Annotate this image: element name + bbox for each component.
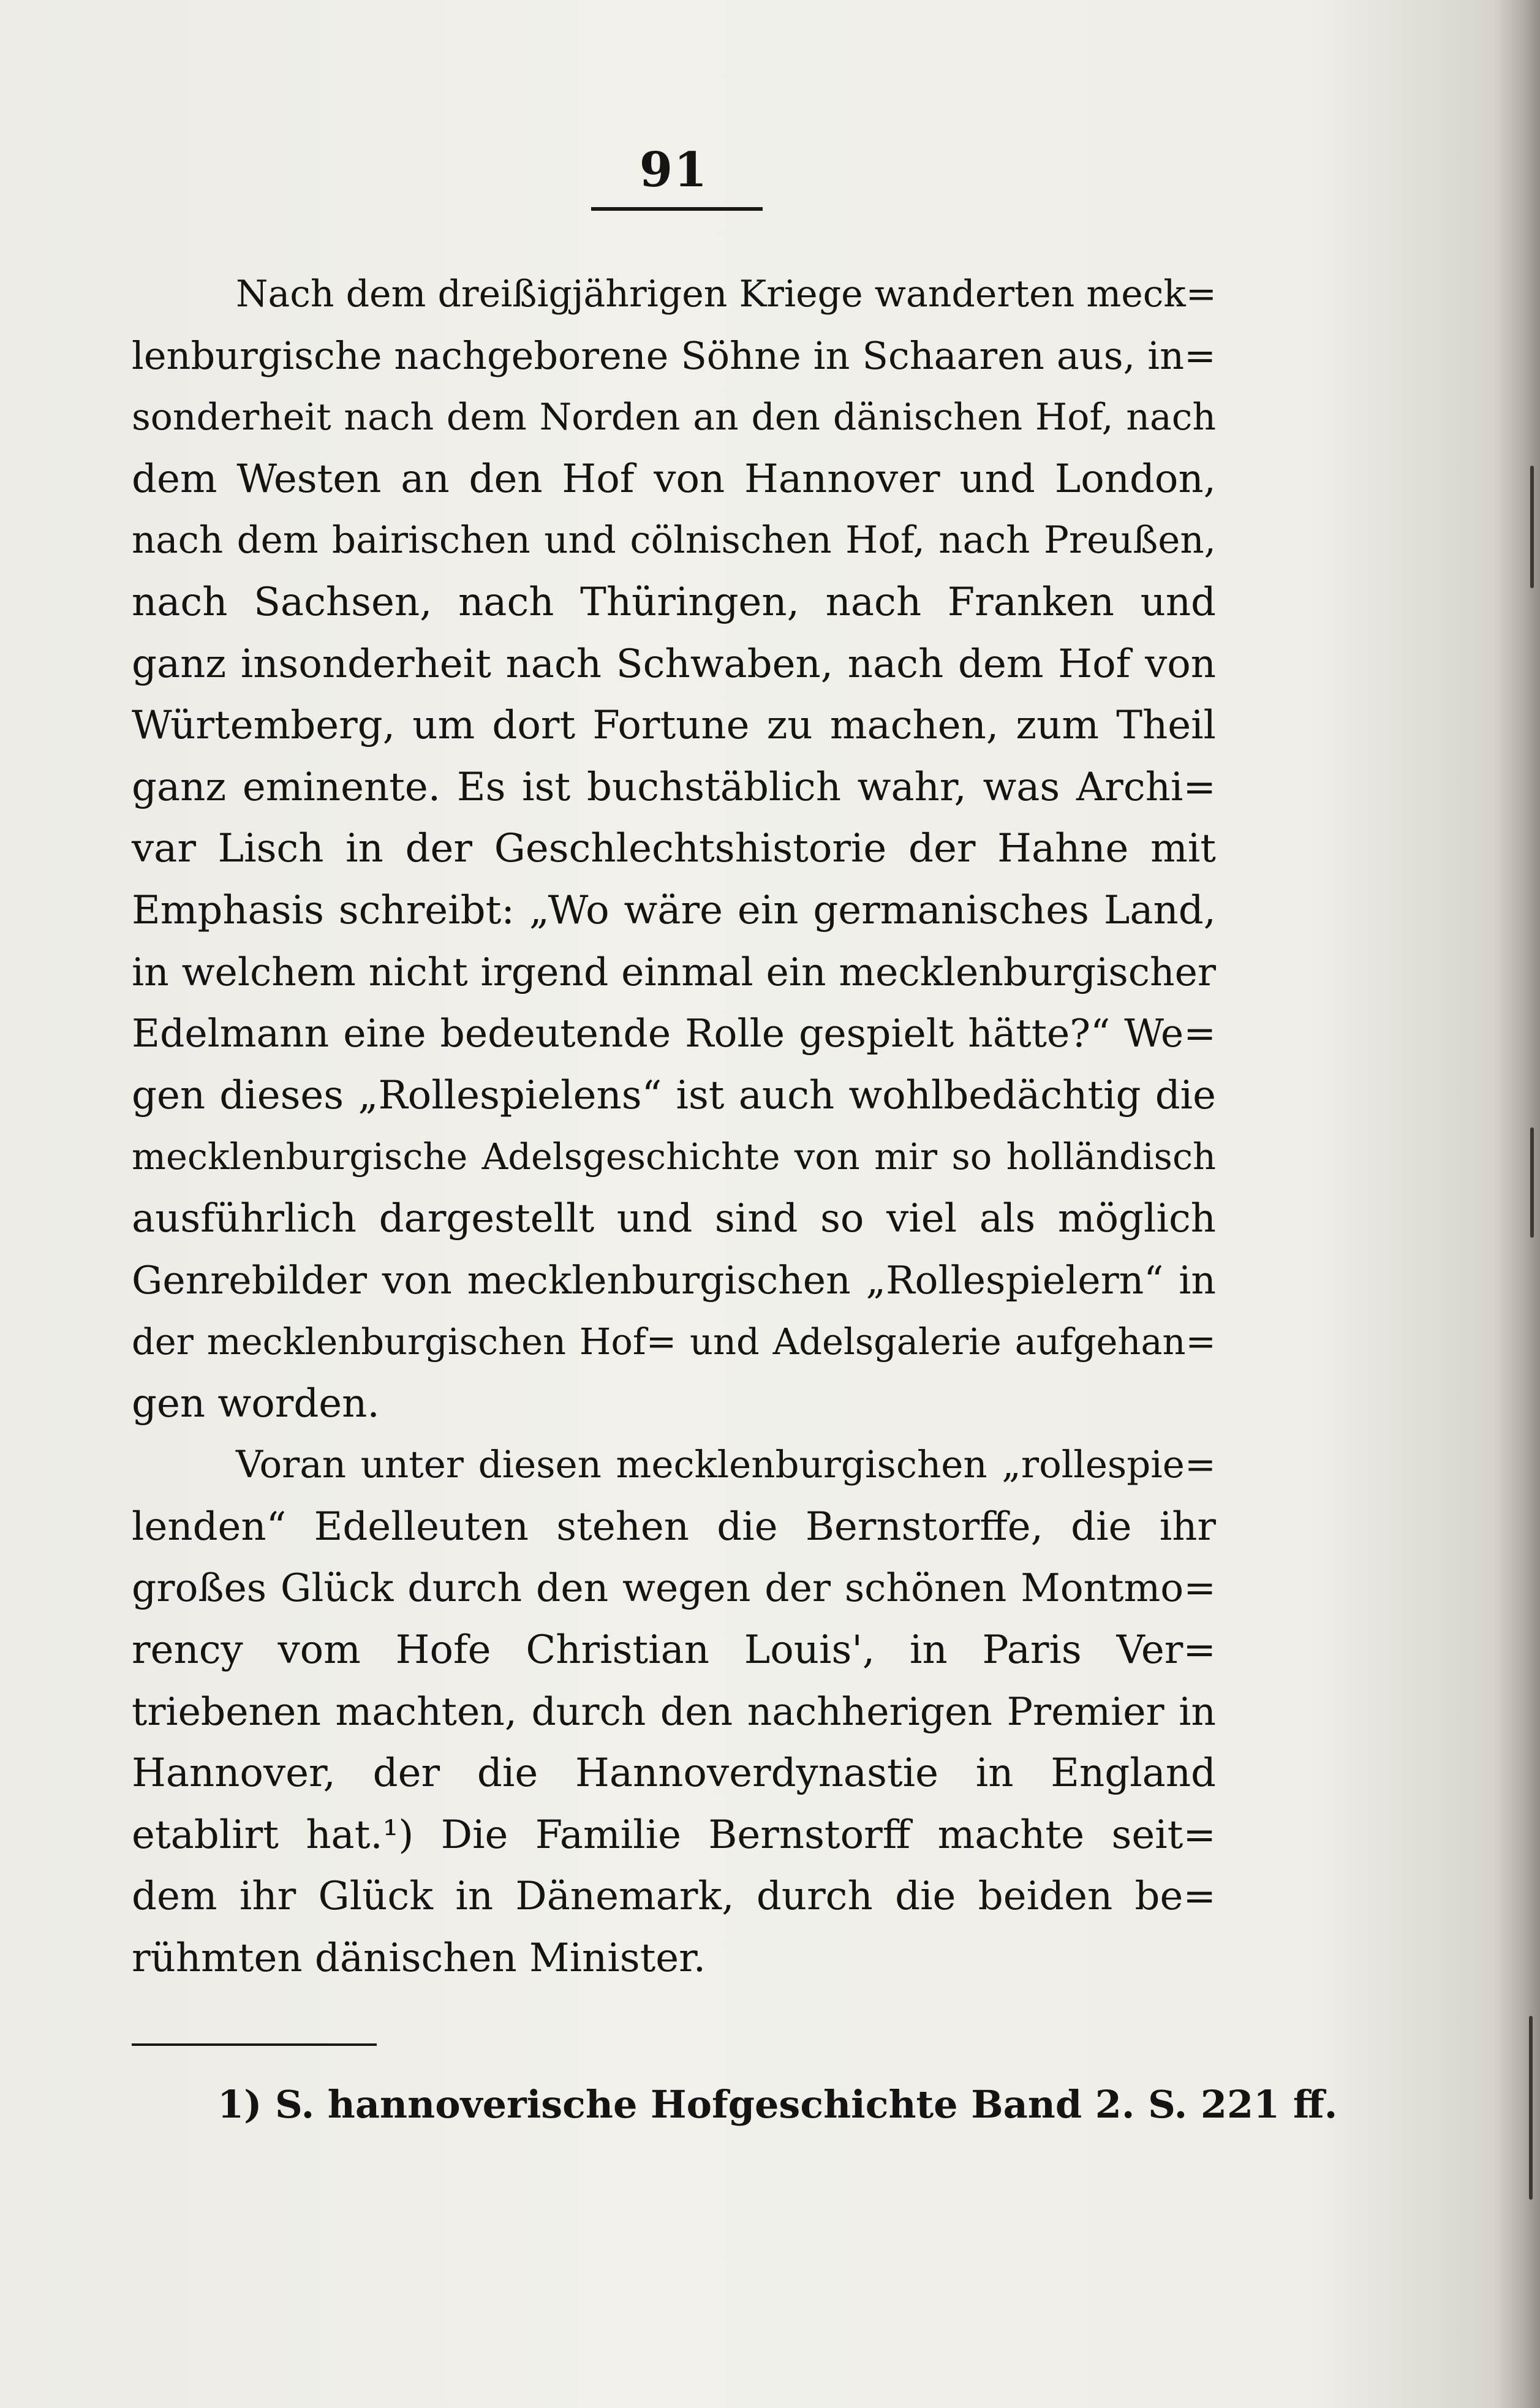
text-line: rühmten dänischen Minister. xyxy=(132,1936,706,1982)
text-line: der mecklenburgischen Hof= und Adelsgalerie aufgehan= xyxy=(132,1320,1216,1363)
text-line: lenburgische nachgeborene Söhne in Schaaren aus, in= xyxy=(132,333,1216,378)
text-line: ganz eminente. Es ist buchstäblich wahr, was Archi= xyxy=(132,764,1216,810)
text-line: ganz insonderheit nach Schwaben, nach dem Hof von xyxy=(132,641,1216,687)
text-line: nach Sachsen, nach Thüringen, nach Franken und xyxy=(132,579,1216,625)
page-edge-shadow xyxy=(1497,0,1540,2408)
edge-mark xyxy=(1530,1127,1534,1238)
footnote: 1) S. hannoverische Hofgeschichte Band 2. S. 221 ff. xyxy=(217,2082,1338,2127)
text-line: Würtemberg, um dort Fortune zu machen, zum Theil xyxy=(132,703,1216,749)
text-line: dem Westen an den Hof von Hannover und London, xyxy=(132,456,1216,502)
text-line: Edelmann eine bedeutende Rolle gespielt hätte?“ We= xyxy=(132,1011,1216,1056)
text-line: lenden“ Edelleuten stehen die Bernstorffe, die ihr xyxy=(132,1504,1216,1550)
text-line: mecklenburgische Adelsgeschichte von mir so holländisch xyxy=(132,1135,1216,1178)
page-number: 91 xyxy=(639,142,709,198)
text-line: Nach dem dreißigjährigen Kriege wanderten meck= xyxy=(236,273,1217,316)
text-line: nach dem bairischen und cölnischen Hof, nach Preußen, xyxy=(132,518,1216,562)
text-line: in welchem nicht irgend einmal ein mecklenburgischer xyxy=(132,949,1216,994)
footnote-rule xyxy=(132,2043,377,2046)
text-line: sonderheit nach dem Norden an den dänischen Hof, nach xyxy=(132,396,1216,439)
text-line: ausführlich dargestellt und sind so viel als möglich xyxy=(132,1195,1216,1241)
text-line: Emphasis schreibt: „Wo wäre ein germanisches Land, xyxy=(132,887,1216,933)
text-line: großes Glück durch den wegen der schönen Montmo= xyxy=(132,1566,1216,1611)
text-line: etablirt hat.¹) Die Familie Bernstorff machte seit= xyxy=(132,1812,1216,1858)
text-line: var Lisch in der Geschlechtshistorie der Hahne mit xyxy=(132,826,1216,872)
text-line: Genrebilder von mecklenburgischen „Rollespielern“ in xyxy=(132,1257,1216,1303)
text-line: Voran unter diesen mecklenburgischen „rollespie= xyxy=(236,1443,1216,1487)
text-line: rency vom Hofe Christian Louis', in Paris Ver= xyxy=(132,1627,1216,1673)
header-rule xyxy=(591,207,763,211)
text-line: triebenen machten, durch den nachherigen Premier in xyxy=(132,1689,1216,1734)
edge-mark xyxy=(1529,2016,1533,2200)
text-line: Hannover, der die Hannoverdynastie in England xyxy=(132,1751,1216,1797)
edge-mark xyxy=(1530,466,1534,588)
body-text xyxy=(132,263,1216,1990)
text-line: dem ihr Glück in Dänemark, durch die beiden be= xyxy=(132,1874,1216,1920)
text-line: gen worden. xyxy=(132,1380,380,1426)
text-line: gen dieses „Rollespielens“ ist auch wohlbedächtig die xyxy=(132,1072,1216,1118)
